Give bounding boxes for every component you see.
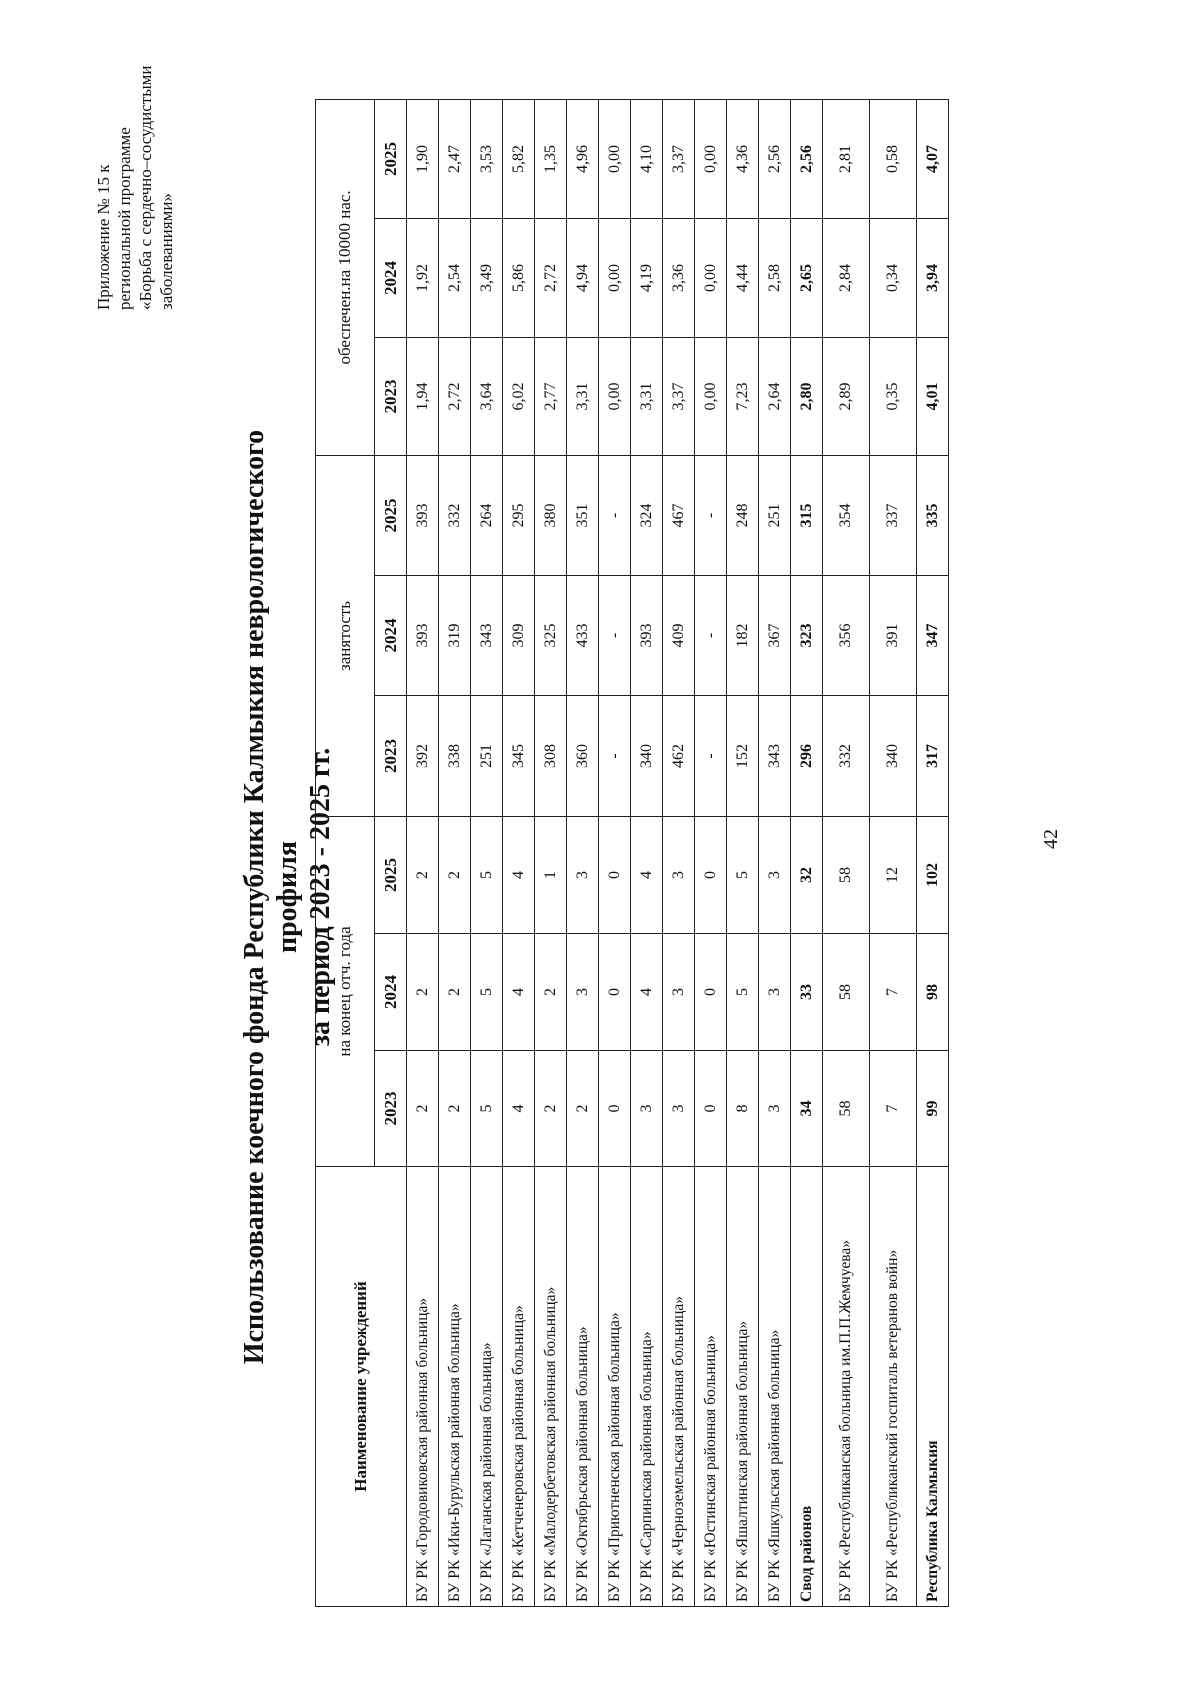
value-cell: 251 [759,455,791,575]
table-row [759,99,791,1606]
table-row [407,99,439,1606]
value-cell: 0 [599,934,631,1051]
table-row [823,99,870,1606]
value-cell: 2,65 [791,218,823,337]
value-cell: 325 [535,575,567,695]
appendix-note [93,65,177,310]
value-cell: 433 [567,575,599,695]
value-cell: - [599,575,631,695]
year-header: 2025 [375,816,407,933]
value-cell: 2,56 [759,99,791,218]
value-cell: 0,34 [870,218,917,337]
value-cell: 4,94 [567,218,599,337]
value-cell: 2 [439,934,471,1051]
value-cell: 4 [631,816,663,933]
value-cell: 340 [631,695,663,816]
value-cell: - [695,575,727,695]
table-body [407,99,949,1606]
value-cell: 1,35 [535,99,567,218]
value-cell: 337 [870,455,917,575]
value-cell: 343 [471,575,503,695]
value-cell: 0,58 [870,99,917,218]
appendix-line: заболеваниями» [157,193,176,310]
value-cell: 2,64 [759,337,791,455]
value-cell: 2 [439,816,471,933]
value-cell: 12 [870,816,917,933]
value-cell: 2 [567,1051,599,1167]
value-cell: 3,37 [663,99,695,218]
value-cell: 3 [759,816,791,933]
value-cell: 4,19 [631,218,663,337]
value-cell: 0 [695,816,727,933]
value-cell: 0,35 [870,337,917,455]
value-cell: 317 [917,695,949,816]
value-cell: 1,94 [407,337,439,455]
value-cell: 309 [503,575,535,695]
value-cell: 0 [695,1051,727,1167]
year-header: 2025 [375,455,407,575]
institution-name-cell: БУ РК «Малодербетовская районная больница» [535,1167,567,1607]
value-cell: 467 [663,455,695,575]
value-cell: 393 [407,575,439,695]
institution-name-cell: Республика Калмыкия [917,1167,949,1607]
value-cell: 3 [663,1051,695,1167]
value-cell: 0,00 [695,99,727,218]
value-cell: 315 [791,455,823,575]
institution-name-cell: БУ РК «Яшкульская районная больница» [759,1167,791,1607]
value-cell: 248 [727,455,759,575]
value-cell: 367 [759,575,791,695]
year-header: 2023 [375,695,407,816]
value-cell: 296 [791,695,823,816]
table-row [727,99,759,1606]
value-cell: 3 [567,934,599,1051]
value-cell: 2,77 [535,337,567,455]
value-cell: 3 [663,816,695,933]
value-cell: 2,54 [439,218,471,337]
value-cell: 4,10 [631,99,663,218]
value-cell: 3,37 [663,337,695,455]
value-cell: 7,23 [727,337,759,455]
year-header: 2024 [375,934,407,1051]
value-cell: - [695,695,727,816]
value-cell: 3,53 [471,99,503,218]
institution-name-cell: БУ РК «Приютненская районная больница» [599,1167,631,1607]
value-cell: 6,02 [503,337,535,455]
value-cell: 308 [535,695,567,816]
value-cell: 3,31 [631,337,663,455]
table-row [663,99,695,1606]
value-cell: 335 [917,455,949,575]
value-cell: - [599,695,631,816]
institution-name-cell: БУ РК «Республиканский госпиталь ветеранов войн» [870,1167,917,1607]
value-cell: 0 [599,1051,631,1167]
value-cell: 3,64 [471,337,503,455]
value-cell: 0 [599,816,631,933]
value-cell: 152 [727,695,759,816]
table-row [917,99,949,1606]
value-cell: 4 [503,934,535,1051]
value-cell: 4 [503,816,535,933]
table-row [503,99,535,1606]
value-cell: 4,36 [727,99,759,218]
value-cell: 3,49 [471,218,503,337]
value-cell: 0,00 [599,337,631,455]
value-cell: 264 [471,455,503,575]
value-cell: 354 [823,455,870,575]
value-cell: 2 [535,1051,567,1167]
institution-name-cell: БУ РК «Ики-Бурульская районная больница» [439,1167,471,1607]
institution-name-cell: БУ РК «Юстинская районная больница» [695,1167,727,1607]
value-cell: 2,47 [439,99,471,218]
value-cell: 3,36 [663,218,695,337]
year-header: 2023 [375,1051,407,1167]
value-cell: 380 [535,455,567,575]
value-cell: - [695,455,727,575]
value-cell: 319 [439,575,471,695]
value-cell: 1,90 [407,99,439,218]
value-cell: 99 [917,1051,949,1167]
table-row [631,99,663,1606]
value-cell: 4 [503,1051,535,1167]
value-cell: 4,07 [917,99,949,218]
title-line-1: Использование коечного фонда Республики Калмыкия неврологического профиля [239,429,303,1365]
value-cell: 356 [823,575,870,695]
value-cell: - [599,455,631,575]
group-header-provision: обеспечен.на 10000 нас. [316,99,375,455]
value-cell: 2,89 [823,337,870,455]
value-cell: 343 [759,695,791,816]
group-header-beds: на конец отч. года [316,816,375,1166]
value-cell: 3 [759,1051,791,1167]
value-cell: 345 [503,695,535,816]
value-cell: 5 [471,1051,503,1167]
value-cell: 2 [407,1051,439,1167]
value-cell: 2,56 [791,99,823,218]
value-cell: 2,58 [759,218,791,337]
table-row [471,99,503,1606]
bed-fund-table [315,99,949,1607]
value-cell: 58 [823,934,870,1051]
value-cell: 0,00 [695,218,727,337]
value-cell: 58 [823,1051,870,1167]
value-cell: 5 [471,934,503,1051]
value-cell: 5,86 [503,218,535,337]
value-cell: 3,31 [567,337,599,455]
table-row [535,99,567,1606]
value-cell: 32 [791,816,823,933]
value-cell: 4,96 [567,99,599,218]
name-column-header: Наименование учреждений [316,1167,407,1607]
institution-name-cell: БУ РК «Кетченеровская районная больница» [503,1167,535,1607]
appendix-line: региональной программе [115,127,134,310]
value-cell: 2 [407,816,439,933]
value-cell: 2,72 [439,337,471,455]
value-cell: 0,00 [599,99,631,218]
institution-name-cell: БУ РК «Городовиковская районная больница» [407,1167,439,1607]
value-cell: 391 [870,575,917,695]
institution-name-cell: БУ РК «Черноземельская районная больница» [663,1167,695,1607]
value-cell: 393 [631,575,663,695]
value-cell: 5 [727,816,759,933]
value-cell: 2,84 [823,218,870,337]
value-cell: 251 [471,695,503,816]
value-cell: 340 [870,695,917,816]
value-cell: 3 [663,934,695,1051]
year-header: 2024 [375,218,407,337]
institution-name-cell: БУ РК «Октябрьская районная больница» [567,1167,599,1607]
value-cell: 34 [791,1051,823,1167]
value-cell: 4,44 [727,218,759,337]
title-line-2: за период 2023 - 2025 гг. [305,747,336,1047]
group-header-occupancy: занятость [316,455,375,816]
value-cell: 0 [695,934,727,1051]
institution-name-cell: БУ РК «Яшалтинская районная больница» [727,1167,759,1607]
table-row [791,99,823,1606]
value-cell: 393 [407,455,439,575]
institution-name-cell: Свод районов [791,1167,823,1607]
value-cell: 462 [663,695,695,816]
value-cell: 351 [567,455,599,575]
value-cell: 332 [439,455,471,575]
value-cell: 324 [631,455,663,575]
table-row [695,99,727,1606]
value-cell: 98 [917,934,949,1051]
value-cell: 5 [727,934,759,1051]
value-cell: 5,82 [503,99,535,218]
value-cell: 5 [471,816,503,933]
value-cell: 2 [407,934,439,1051]
appendix-line: «Борьба с сердечно–сосудистыми [136,65,155,310]
table-row [599,99,631,1606]
value-cell: 58 [823,816,870,933]
value-cell: 3,94 [917,218,949,337]
value-cell: 102 [917,816,949,933]
value-cell: 3 [567,816,599,933]
institution-name-cell: БУ РК «Сарпинская районная больница» [631,1167,663,1607]
value-cell: 182 [727,575,759,695]
value-cell: 2,80 [791,337,823,455]
value-cell: 323 [791,575,823,695]
value-cell: 409 [663,575,695,695]
year-header: 2023 [375,337,407,455]
value-cell: 33 [791,934,823,1051]
value-cell: 347 [917,575,949,695]
value-cell: 1 [535,816,567,933]
table-row [439,99,471,1606]
page-number: 42 [1040,829,1062,849]
value-cell: 0,00 [599,218,631,337]
value-cell: 7 [870,1051,917,1167]
value-cell: 2 [535,934,567,1051]
table-row [567,99,599,1606]
institution-name-cell: БУ РК «Лаганская районная больница» [471,1167,503,1607]
value-cell: 0,00 [695,337,727,455]
institution-name-cell: БУ РК «Республиканская больница им.П.П.Жемчуева» [823,1167,870,1607]
value-cell: 2,81 [823,99,870,218]
value-cell: 392 [407,695,439,816]
value-cell: 2,72 [535,218,567,337]
value-cell: 360 [567,695,599,816]
value-cell: 4,01 [917,337,949,455]
value-cell: 332 [823,695,870,816]
value-cell: 8 [727,1051,759,1167]
value-cell: 3 [631,1051,663,1167]
appendix-line: Приложение № 15 к [94,164,113,310]
table-row [870,99,917,1606]
value-cell: 2 [439,1051,471,1167]
value-cell: 3 [759,934,791,1051]
value-cell: 295 [503,455,535,575]
value-cell: 4 [631,934,663,1051]
year-header: 2025 [375,99,407,218]
year-header: 2024 [375,575,407,695]
value-cell: 1,92 [407,218,439,337]
value-cell: 7 [870,934,917,1051]
value-cell: 338 [439,695,471,816]
